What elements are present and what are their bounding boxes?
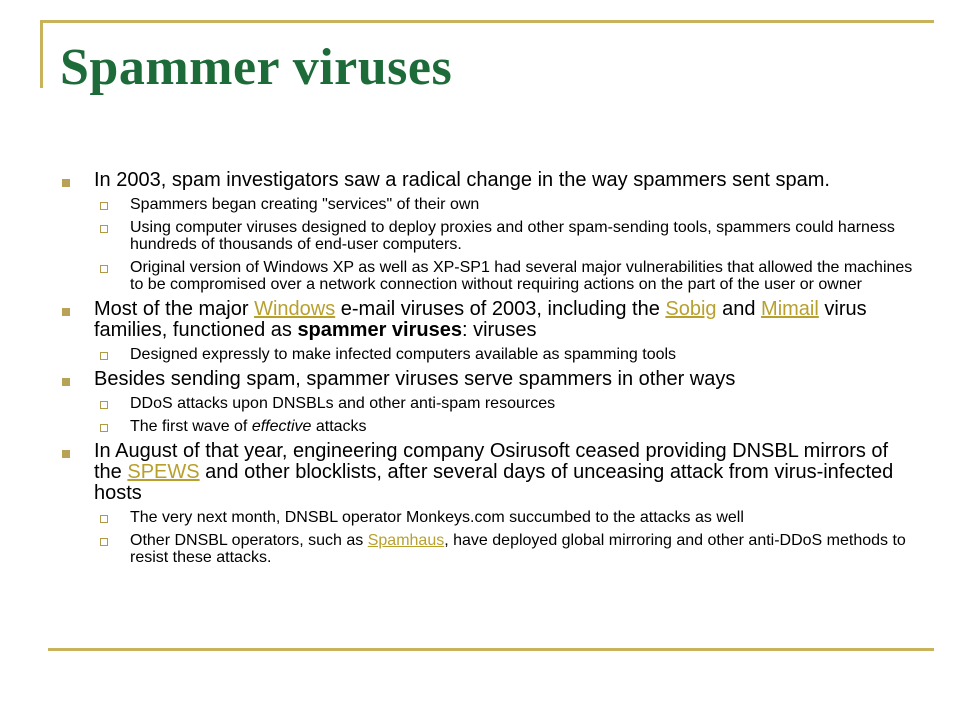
bold-term: spammer viruses xyxy=(297,319,462,341)
square-bullet-icon xyxy=(62,450,70,458)
bullet-text-part: and xyxy=(716,298,762,320)
bullet-item xyxy=(60,369,920,435)
bullet-item xyxy=(60,170,920,293)
sub-bullet-text: Using computer viruses designed to deploy proxies and other spam-sending tools, spammers could harness hundreds of thousands of end-user computers. xyxy=(130,219,895,253)
top-border-line xyxy=(40,20,934,23)
sub-bullet-text: Original version of Windows XP as well as XP-SP1 had several major vulnerabilities that allowed the machines to be compromised over a network connection without requiring actions on the part of the user or owner xyxy=(130,259,913,293)
bottom-border-line xyxy=(48,648,934,651)
bullet-text: In 2003, spam investigators saw a radical change in the way spammers sent spam. xyxy=(94,169,830,191)
link-spamhaus[interactable]: Spamhaus xyxy=(367,532,445,549)
sub-bullet-list xyxy=(94,395,920,435)
hollow-square-bullet-icon xyxy=(100,538,108,546)
bullet-text-part: and other blocklists, after several days of unceasing attack from virus-infected hosts xyxy=(94,461,894,504)
bullet-item xyxy=(60,299,920,363)
bullet-item xyxy=(60,441,920,566)
sub-bullet-text: The very next month, DNSBL operator Monkeys.com succumbed to the attacks as well xyxy=(130,509,744,526)
sub-bullet-list xyxy=(94,346,920,363)
sub-bullet-list xyxy=(94,509,920,566)
square-bullet-icon xyxy=(62,308,70,316)
slide-content xyxy=(60,170,920,572)
sub-bullet-item xyxy=(96,395,920,412)
bullet-text: Besides sending spam, spammer viruses serve spammers in other ways xyxy=(94,368,736,390)
left-border-line xyxy=(40,20,43,88)
link-mimail[interactable]: Mimail xyxy=(761,298,819,320)
link-windows[interactable]: Windows xyxy=(254,298,336,320)
sub-bullet-item xyxy=(96,259,920,293)
hollow-square-bullet-icon xyxy=(100,424,108,432)
sub-bullet-item xyxy=(96,418,920,435)
italic-term: effective xyxy=(251,418,312,435)
sub-bullet-text-part: , have deployed global mirroring and other anti-DDoS methods to resist these attacks. xyxy=(130,532,906,566)
bullet-list xyxy=(60,170,920,566)
hollow-square-bullet-icon xyxy=(100,352,108,360)
sub-bullet-text-part: attacks xyxy=(311,418,367,435)
bullet-text-part: e-mail viruses of 2003, including the xyxy=(335,298,666,320)
hollow-square-bullet-icon xyxy=(100,401,108,409)
sub-bullet-text-part: Other DNSBL operators, such as xyxy=(130,532,368,549)
link-sobig[interactable]: Sobig xyxy=(665,298,717,320)
sub-bullet-item xyxy=(96,509,920,526)
sub-bullet-list xyxy=(94,196,920,293)
hollow-square-bullet-icon xyxy=(100,515,108,523)
hollow-square-bullet-icon xyxy=(100,225,108,233)
sub-bullet-text-part: The first wave of xyxy=(130,418,252,435)
bullet-text-part: : viruses xyxy=(461,319,537,341)
square-bullet-icon xyxy=(62,378,70,386)
square-bullet-icon xyxy=(62,179,70,187)
bullet-text-part: Most of the major xyxy=(94,298,255,320)
bullet-text-part: In August of that year, engineering company Osirusoft ceased providing DNSBL mirrors of the xyxy=(94,440,889,483)
bullet-text-part: virus families, functioned as xyxy=(94,298,867,341)
sub-bullet-text: Designed expressly to make infected computers available as spamming tools xyxy=(130,346,677,363)
slide-title: Spammer viruses xyxy=(60,39,453,96)
link-spews[interactable]: SPEWS xyxy=(127,461,200,483)
sub-bullet-text: Spammers began creating "services" of their own xyxy=(130,196,480,213)
sub-bullet-text: DDoS attacks upon DNSBLs and other anti-spam resources xyxy=(130,395,556,412)
hollow-square-bullet-icon xyxy=(100,202,108,210)
sub-bullet-item xyxy=(96,532,920,566)
sub-bullet-item xyxy=(96,346,920,363)
hollow-square-bullet-icon xyxy=(100,265,108,273)
sub-bullet-item xyxy=(96,196,920,213)
sub-bullet-item xyxy=(96,219,920,253)
